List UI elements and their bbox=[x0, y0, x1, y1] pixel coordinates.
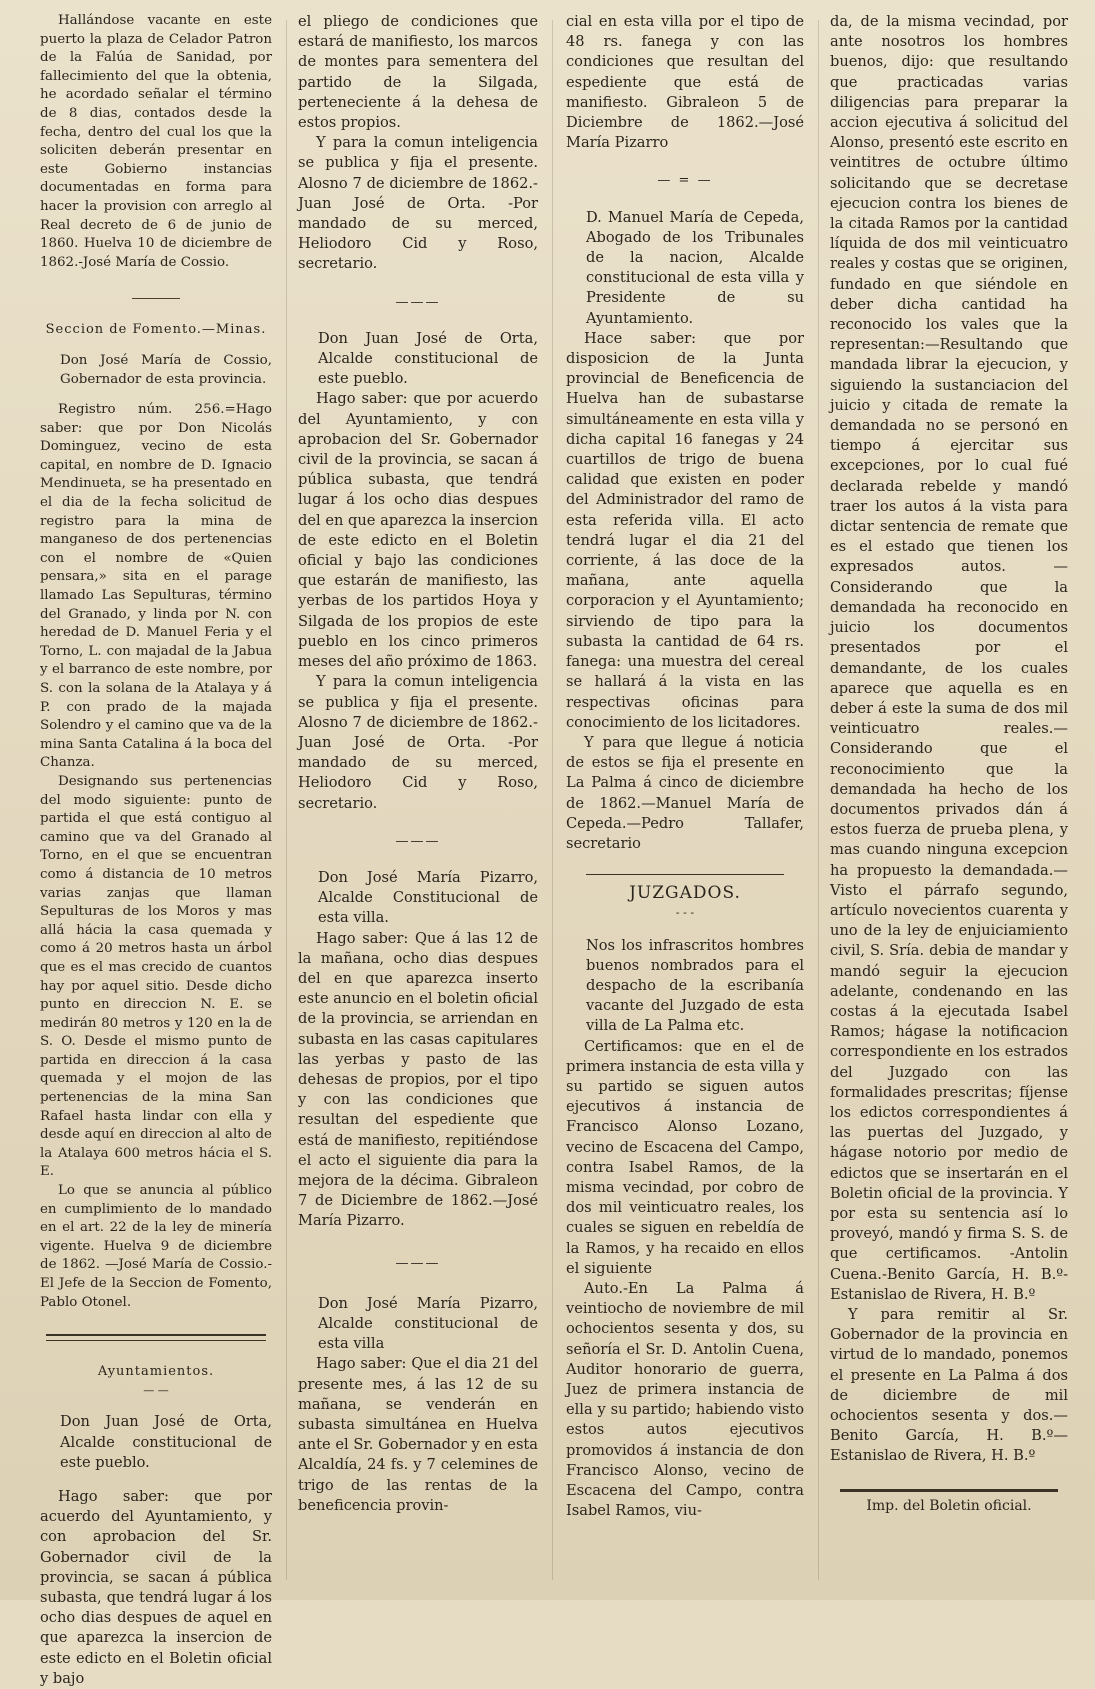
column-2 bbox=[298, 12, 538, 1586]
publica-paragraph-2: Y para la comun inteligencia se publica y fija el presente. Alosno 7 de diciembre de 1862.-Juan José de Orta. -Por mandado de su merced, Heliodoro Cid y Roso, secretario. bbox=[298, 673, 538, 812]
pliego-paragraph: el pliego de condiciones que estará de manifiesto, los marcos de montes para sementera del partido de la Silgada, perteneciente á la dehesa de estos propios. bbox=[298, 13, 538, 132]
rule bbox=[586, 874, 784, 875]
anuncio-paragraph: Lo que se anuncia al público en cumplimiento de lo mandado en el art. 22 de la ley de minería vigente. Huelva 9 de diciembre de 1862. —José María de Cossio.-El Jefe de la Seccion de Fomento, Pablo Otonel. bbox=[40, 1183, 272, 1310]
cial-paragraph: cial en esta villa por el tipo de 48 rs. fanega y con las condiciones que resultan del espediente que está de manifiesto. Gibraleon 5 de Diciembre de 1862.—José María Pizarro bbox=[566, 13, 804, 152]
column-separator bbox=[286, 20, 287, 1580]
pertenencias-paragraph: Designando sus pertenencias del modo siguiente: punto de partida el que está contiguo al camino que va del Granado al Torno, en el que se encuentran como á distancia de 10 metros varias zanjas que llaman Sepulturas de los Moros y mas allá hácia la casa quemada y como á 20 metros hasta un árbol que es el mas crecido de cuantos hay por aquel sitio. Desde dicho punto en direccion N. E. se medirán 80 metros y 120 en la de S. O. Desde el mismo punto de partida en direccion á la casa quemada y el mojon de las pertenencias de la mina San Rafael hasta lindar con ella y desde aquí en direccion al alto de la Atalaya 600 metros hácia el S. E. bbox=[40, 773, 272, 1180]
column-4 bbox=[830, 12, 1068, 1586]
certificamos-paragraph: Certificamos: que en el de primera instancia de esta villa y su partido se siguen autos ejecutivos á instancia de Francisco Alonso Lozano, vecino de Escacena del Campo, contra Isabel Ramos, de la misma vecindad, por cobro de dos mil veinticuatro reales, los cuales se siguen en rebeldía de la Ramos, y ha recaido en ellos el siguiente bbox=[566, 1037, 804, 1277]
sentencia-paragraph: da, de la misma vecindad, por ante nosotros los hombres buenos, dijo: que resultando que practicadas varias diligencias para preparar la accion ejecutiva á solicitud del Alonso, presentó este escrito en veintitres de octubre último solicitando que se decretase ejecucion contra los bienes de la citada Ramos por la cantidad líquida de dos mil veinticuatro reales y costas que se originen, fundado en que siéndole en deber dicha cantidad ha reconocido los vales que la representan:—Resultando que mandada librar la ejecucion, y siguiendo la sustanciacion del juicio y citada de remate la demandada no se personó en tiempo á ejercitar sus excepciones, por lo cual fué declarada rebelde y mandó traer los autos á la vista para dictar sentencia de remate que es el estado que tienen los expresados autos. —Considerando que la demandada ha reconocido en juicio los documentos presentados por el demandante, de los cuales aparece que aquella es en deber á este la suma de dos mil veinticuatro reales.— Considerando que el reconocimiento que la demandada ha hecho de los documentos privados dán á estos fuerza de prueba plena, y mas cuando ninguna excepcion ha propuesto la demandada.—Visto el párrafo segundo, artículo novecientos cuarenta y uno de la ley de enjuiciamiento civil, S. Sría. debia de mandar y mandó seguir la ejecucion adelante, condenando en las costas á la ejecutada Isabel Ramos; hágase la notificacion correspondiente en los estrados del Juzgado con las formalidades prescritas; fíjense los edictos correspondientes á las puertas del Juzgado, y hágase notorio por medio de edictos que se insertarán en el Boletin oficial de la provincia. Y por esta su sentencia así lo proveyó, mandó y firma S. S. de que certificamos. -Antolin Cuena.-Benito García, H. B.º-Estanislao de Rivera, H. B.º bbox=[830, 13, 1068, 1303]
section-juzgados-heading: JUZGADOS. bbox=[629, 883, 741, 904]
double-rule-top bbox=[46, 1334, 266, 1336]
separator bbox=[132, 298, 180, 299]
cepeda-heading: D. Manuel María de Cepeda, Abogado de los Tribunales de la nacion, Alcalde constitucional de esta villa y Presidente de su Ayuntamiento. bbox=[586, 208, 804, 327]
double-rule-bottom bbox=[46, 1340, 266, 1341]
column-separator bbox=[552, 20, 553, 1580]
remitir-paragraph: Y para remitir al Sr. Gobernador de la provincia en virtud de lo mandado, ponemos el presente en La Palma á dos de diciembre de mil ochocientos sesenta y dos.— Benito García, H. B.º—Estanislao de Rivera, H. B.º bbox=[830, 1306, 1068, 1465]
auto-paragraph: Auto.-En La Palma á veintiocho de noviembre de mil ochocientos sesenta y dos, su señoría el Sr. D. Antolin Cuena, Auditor honorario de guerra, Juez de primera instancia de ella y su partido; habiendo visto estos autos ejecutivos promovidos á instancia de don Francisco Alonso, vecino de Escacena del Campo, contra Isabel Ramos, viu- bbox=[566, 1279, 804, 1520]
section-ayuntamientos-heading: Ayuntamientos. bbox=[97, 1364, 215, 1380]
alcalde-heading: Don Juan José de Orta, Alcalde constitucional de este pueblo. bbox=[60, 1413, 272, 1471]
column-1 bbox=[40, 12, 272, 1687]
hago-saber-paragraph: Hago saber: que por acuerdo del Ayuntamiento, y con aprobacion del Sr. Gobernador civil de la provincia, se sacan á pública subasta, que tendrá lugar á los ocho dias despues de aquel en que aparezca la insercion de este edicto en el Boletin oficial y bajo bbox=[40, 1487, 272, 1687]
hago-saber-yerbas: Hago saber: que por acuerdo del Ayuntamiento, y con aprobacion del Sr. Gobernador civil de la provincia, se sacan á pública subasta, que tendrá lugar á los ocho dias despues del en que aparezca la insercion de este edicto en el Boletin oficial y bajo las condiciones que estarán de manifiesto, las yerbas de los partidos Hoya y Silgada de los propios de este pueblo en los cinco primeros meses del año próximo de 1863. bbox=[298, 390, 538, 671]
separator: ——— bbox=[395, 833, 441, 849]
hago-saber-trigo: Hago saber: Que el dia 21 del presente mes, á las 12 de su mañana, se venderán en subasta simultánea en Huelva ante el Sr. Gobernador y en esta Alcaldía, 24 fs. y 7 celemines de trigo de las rentas de la beneficencia provin- bbox=[298, 1355, 538, 1514]
separator: — = — bbox=[657, 173, 713, 189]
imprint: Imp. del Boletin oficial. bbox=[866, 1497, 1032, 1514]
separator: ——— bbox=[395, 294, 441, 310]
imprint-rule bbox=[840, 1489, 1058, 1492]
registro-paragraph: Registro núm. 256.=Hago saber: que por Don Nicolás Dominguez, vecino de esta capital, en nombre de D. Ignacio Mendinueta, se ha presentado en el dia de la fecha solicitud de registro para la mina de manganeso de dos pertenencias con el nombre de «Quien pensara,» sita en el parage llamado Las Sepulturas, término del Granado, y linda por N. con heredad de D. Manuel Feria y el Torno, L. con majadal de la Jabua y el barranco de este nombre, por S. con la solana de la Atalaya y á P. con prado de la majada Solendro y el camino que va de la mina Santa Catalina á la boca del Chanza. bbox=[40, 402, 272, 771]
dashes: - - - bbox=[675, 906, 695, 920]
governor-heading: Don José María de Cossio, Gobernador de esta provincia. bbox=[60, 352, 272, 387]
publica-paragraph: Y para la comun inteligencia se publica y fija el presente. Alosno 7 de diciembre de 1862.-Juan José de Orta. -Por mandado de su merced, Heliodoro Cid y Roso, secretario. bbox=[298, 134, 538, 273]
separator: ——— bbox=[395, 1255, 441, 1271]
notice-celador: Hallándose vacante en este puerto la plaza de Celador Patron de la Falúa de Sanidad, por fallecimiento del que la obtenia, he acordado señalar el término de 8 dias, contados desde la fecha, dentro del cual los que la soliciten deberán presentar en este Gobierno instancias documentadas en forma para hacer la provision con arreglo al Real decreto de 6 de junio de 1860. Huelva 10 de diciembre de 1862.-José María de Cossio. bbox=[40, 13, 272, 270]
column-separator bbox=[818, 20, 819, 1580]
noticia-paragraph: Y para que llegue á noticia de estos se fija el presente en La Palma á cinco de diciembre de 1862.—Manuel María de Cepeda.—Pedro Tallafer, secretario bbox=[566, 733, 804, 852]
infrascritos-paragraph: Nos los infrascritos hombres buenos nombrados para el despacho de la escribanía vacante del Juzgado de esta villa de La Palma etc. bbox=[586, 936, 804, 1035]
hace-saber-paragraph: Hace saber: que por disposicion de la Junta provincial de Beneficencia de Huelva han de subastarse simultáneamente en esta villa y dicha capital 16 fanegas y 24 cuartillos de trigo de buena calidad que existen en poder del Administrador del ramo de esta referida villa. El acto tendrá lugar el dia 21 del corriente, á las doce de la mañana, ante aquella corporacion y el Ayuntamiento; sirviendo de tipo para la subasta la cantidad de 64 rs. fanega: una muestra del cereal se hallará á la vista en las respectivas oficinas para conocimiento de los licitadores. bbox=[566, 329, 804, 731]
section-fomento-heading: Seccion de Fomento.—Minas. bbox=[45, 322, 267, 338]
alcalde-pizarro-heading-2: Don José María Pizarro, Alcalde constitucional de esta villa bbox=[318, 1294, 538, 1353]
column-3 bbox=[566, 12, 804, 1586]
dashes: — — bbox=[143, 1383, 169, 1397]
hago-saber-dehesas: Hago saber: Que á las 12 de la mañana, ocho dias despues del en que aparezca inserto este anuncio en el boletin oficial de la provincia, se arriendan en subasta en las casas capitulares las yerbas y pasto de las dehesas de propios, por el tipo y con las condiciones que resultan del espediente que está de manifiesto, repitiéndose el acto el siguiente dia para la mejora de la décima. Gibraleon 7 de Diciembre de 1862.—José María Pizarro. bbox=[298, 929, 538, 1230]
alcalde-pizarro-heading: Don José María Pizarro, Alcalde Constitucional de esta villa. bbox=[318, 868, 538, 927]
alcalde-orta-heading: Don Juan José de Orta, Alcalde constitucional de este pueblo. bbox=[318, 329, 538, 388]
